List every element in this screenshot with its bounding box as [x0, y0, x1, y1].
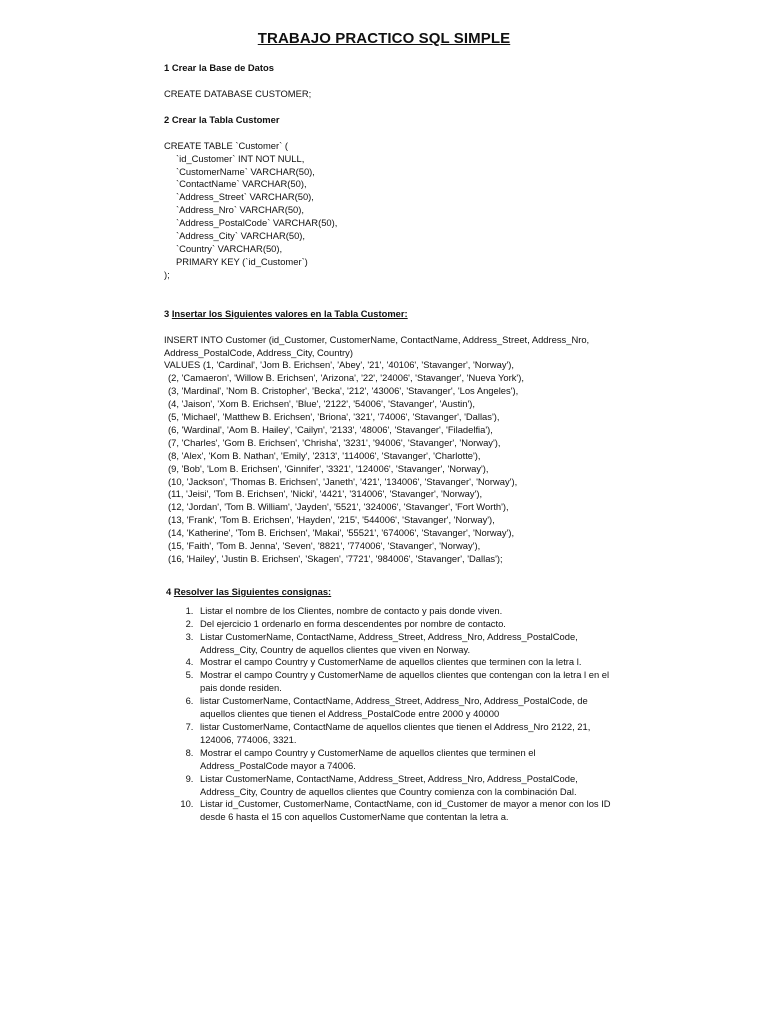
- task-item: 1. Listar el nombre de los Clientes, nombre de contacto y pais donde viven.: [196, 605, 616, 618]
- section-4-number: 4: [166, 585, 172, 597]
- section-4-heading: [164, 586, 644, 599]
- code-line: CREATE TABLE `Customer` (: [164, 139, 288, 151]
- values-row: (7, 'Charles', 'Gom B. Erichsen', 'Chrisha', '3231', '94006', 'Stavanger', 'Norway'),: [168, 436, 501, 448]
- section-3-number: 3: [164, 307, 170, 319]
- task-item: 7. listar CustomerName, ContactName de aquellos clientes que tienen el Address_Nro 2122, 21, 124006, 774006, 3321.: [196, 721, 616, 747]
- values-row: (4, 'Jaison', 'Xom B. Erichsen', 'Blue', '2122', '54006', 'Stavanger', 'Austin'),: [168, 398, 475, 410]
- values-row: (8, 'Alex', 'Kom B. Nathan', 'Emily', '2313', '114006', 'Stavanger', 'Charlotte'),: [168, 449, 481, 461]
- section-3-heading: [164, 308, 644, 321]
- code-line: `Address_PostalCode` VARCHAR(50),: [176, 217, 338, 229]
- create-table-statement: [164, 140, 644, 282]
- task-item: 9. Listar CustomerName, ContactName, Address_Street, Address_Nro, Address_PostalCode, Address_City, Country de aquellos clientes que Country comienza con la combinación Dal.: [196, 773, 616, 799]
- code-line: `Country` VARCHAR(50),: [176, 242, 283, 254]
- values-row: (15, 'Faith', 'Tom B. Jenna', 'Seven', '8821', '774006', 'Stavanger', 'Norway'),: [168, 540, 481, 552]
- task-item: 2. Del ejercicio 1 ordenarlo en forma descendentes por nombre de contacto.: [196, 618, 616, 631]
- section-4-title: Resolver las Siguientes consignas:: [173, 585, 332, 597]
- code-line: `Address_Nro` VARCHAR(50),: [176, 204, 304, 216]
- task-item: 3. Listar CustomerName, ContactName, Address_Street, Address_Nro, Address_PostalCode, Address_City, Country de aquellos clientes que viven en Norway.: [196, 631, 616, 657]
- code-line: INSERT INTO Customer (id_Customer, CustomerName, ContactName, Address_Street, Address_Nro,: [164, 333, 590, 345]
- values-row: (13, 'Frank', 'Tom B. Erichsen', 'Hayden', '215', '544006', 'Stavanger', 'Norway'),: [168, 514, 495, 526]
- code-line: `ContactName` VARCHAR(50),: [176, 178, 307, 190]
- values-row: (6, 'Wardinal', 'Aom B. Hailey', 'Cailyn', '2133', '48006', 'Stavanger', 'Filadelfia'),: [168, 423, 493, 435]
- code-line: PRIMARY KEY (`id_Customer`): [176, 255, 308, 267]
- code-line: `Address_Street` VARCHAR(50),: [176, 191, 314, 203]
- code-line: );: [164, 268, 170, 280]
- values-row: (3, 'Mardinal', 'Nom B. Cristopher', 'Becka', '212', '43006', 'Stavanger', 'Los Angeles'),: [168, 385, 519, 397]
- section-3-title: Insertar los Siguientes valores en la Tabla Customer:: [171, 307, 408, 319]
- values-row: (9, 'Bob', 'Lom B. Erichsen', 'Ginnifer', '3321', '124006', 'Stavanger', 'Norway'),: [168, 462, 489, 474]
- code-line: `id_Customer` INT NOT NULL,: [176, 152, 305, 164]
- create-database-statement: CREATE DATABASE CUSTOMER;: [164, 87, 312, 99]
- section-1-heading: 1 Crear la Base de Datos: [164, 62, 274, 73]
- code-line: `CustomerName` VARCHAR(50),: [176, 165, 315, 177]
- values-row: (2, 'Camaeron', 'Willow B. Erichsen', 'Arizona', '22', '24006', 'Stavanger', 'Nueva York'),: [168, 372, 524, 384]
- task-item: 5. Mostrar el campo Country y CustomerName de aquellos clientes que contengan con la letra l en el pais donde residen.: [196, 669, 616, 695]
- code-line: Address_PostalCode, Address_City, Country): [164, 346, 353, 358]
- insert-statement: [164, 334, 644, 566]
- values-row: (11, 'Jeisi', 'Tom B. Erichsen', 'Nicki', '4421', '314006', 'Stavanger', 'Norway'),: [168, 488, 483, 500]
- task-item: 4. Mostrar el campo Country y CustomerName de aquellos clientes que terminen con la letra l.: [196, 656, 616, 669]
- document-body: [164, 62, 644, 824]
- task-list: [164, 605, 616, 824]
- document-title: TRABAJO PRACTICO SQL SIMPLE: [257, 30, 511, 47]
- values-row: (16, 'Hailey', 'Justin B. Erichsen', 'Skagen', '7721', '984006', 'Stavanger', 'Dallas');: [168, 553, 503, 564]
- values-row: (5, 'Michael', 'Matthew B. Erichsen', 'Briona', '321', '74006', 'Stavanger', 'Dallas'),: [168, 411, 500, 423]
- task-item: 8. Mostrar el campo Country y CustomerName de aquellos clientes que terminen el Address_PostalCode mayor a 74006.: [196, 747, 616, 773]
- values-row: (10, 'Jackson', 'Thomas B. Erichsen', 'Janeth', '421', '134006', 'Stavanger', 'Norway'),: [168, 475, 518, 487]
- values-row: (14, 'Katherine', 'Tom B. Erichsen', 'Makai', '55521', '674006', 'Stavanger', 'Norway'),: [168, 527, 515, 539]
- task-item: 10. Listar id_Customer, CustomerName, ContactName, con id_Customer de mayor a menor con los ID desde 6 hasta el 15 con aquellos CustomerName que contentan la letra a.: [196, 798, 616, 824]
- task-item: 6. listar CustomerName, ContactName, Address_Street, Address_Nro, Address_PostalCode, de aquellos clientes que tienen el Address_PostalCode entre 2000 y 40000: [196, 695, 616, 721]
- code-line: `Address_City` VARCHAR(50),: [176, 230, 306, 242]
- values-row: (12, 'Jordan', 'Tom B. William', 'Jayden', '5521', '324006', 'Stavanger', 'Fort Worth'),: [168, 501, 509, 513]
- values-row: VALUES (1, 'Cardinal', 'Jom B. Erichsen', 'Abey', '21', '40106', 'Stavanger', 'Norway'),: [164, 359, 515, 371]
- section-2-heading: 2 Crear la Tabla Customer: [164, 113, 280, 125]
